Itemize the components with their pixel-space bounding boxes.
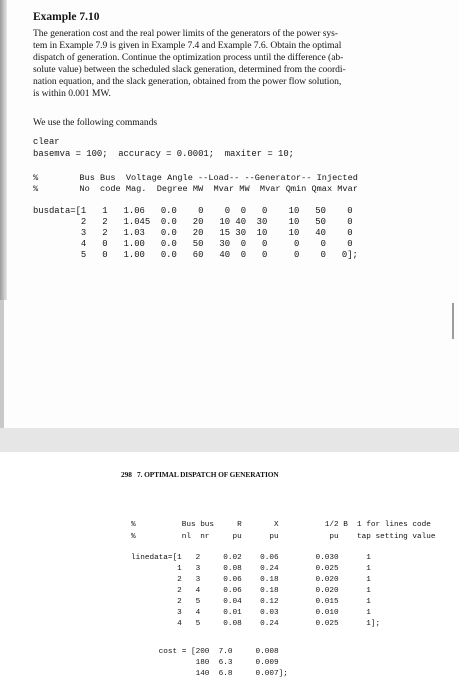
scroll-marker [452, 303, 454, 339]
busdata-row: busdata=[1 1 1.06 0.0 0 0 0 0 10 50 0 [33, 206, 353, 216]
running-header: 298 7. OPTIMAL DISPATCH OF GENERATION [121, 470, 279, 479]
paragraph-line: tem in Example 7.9 is given in Example 7.4 and Example 7.6. Obtain the optimal [33, 40, 342, 51]
book-page-bottom [0, 452, 459, 700]
page-edge-shadow [0, 0, 7, 300]
page-gap [0, 428, 459, 452]
code-line: basemva = 100; accuracy = 0.0001; maxiter = 10; [33, 149, 294, 159]
example-title: Example 7.10 [33, 11, 100, 23]
linedata-row: 2 4 0.06 0.18 0.020 1 [131, 587, 371, 595]
page-edge-lower [0, 300, 4, 428]
linedata-row: 3 4 0.01 0.03 0.010 1 [131, 609, 371, 617]
cost-row: 180 6.3 0.009 [131, 659, 279, 667]
paragraph-line: dispatch of generation. Continue the optimization process until the difference (ab- [33, 52, 344, 63]
code-comment: % No code Mag. Degree MW Mvar MW Mvar Qmin Qmax Mvar [33, 184, 358, 194]
busdata-row: 2 2 1.045 0.0 20 10 40 30 10 50 0 [33, 217, 353, 227]
linedata-row: linedata=[1 2 0.02 0.06 0.030 1 [131, 554, 371, 562]
code-comment: % Bus bus R X 1/2 B 1 for lines code [131, 521, 431, 529]
linedata-row: 1 3 0.08 0.24 0.025 1 [131, 565, 371, 573]
paragraph-line: The generation cost and the real power limits of the generators of the power sys- [33, 28, 338, 39]
cost-row: 140 6.8 0.007]; [131, 670, 288, 678]
busdata-row: 4 0 1.00 0.0 50 30 0 0 0 0 0 [33, 239, 353, 249]
intro-text: We use the following commands [33, 117, 158, 128]
linedata-row: 2 3 0.06 0.18 0.020 1 [131, 576, 371, 584]
code-line: clear [33, 137, 60, 147]
busdata-row: 3 2 1.03 0.0 20 15 30 10 10 40 0 [33, 228, 353, 238]
cost-row: cost = [200 7.0 0.008 [131, 648, 279, 656]
paragraph-line: solute value) between the scheduled slack generation, determined from the coordi- [33, 64, 346, 75]
linedata-row: 4 5 0.08 0.24 0.025 1]; [131, 620, 381, 628]
paragraph-line: is within 0.001 MW. [33, 88, 111, 99]
linedata-row: 2 5 0.04 0.12 0.015 1 [131, 598, 371, 606]
code-comment: % nl nr pu pu pu tap setting value [131, 533, 436, 541]
busdata-row: 5 0 1.00 0.0 60 40 0 0 0 0 0]; [33, 250, 358, 260]
code-comment: % Bus Bus Voltage Angle --Load-- --Generator-- Injected [33, 173, 358, 183]
paragraph-line: nation equation, and the slack generation, obtained from the power flow solution, [33, 76, 342, 87]
